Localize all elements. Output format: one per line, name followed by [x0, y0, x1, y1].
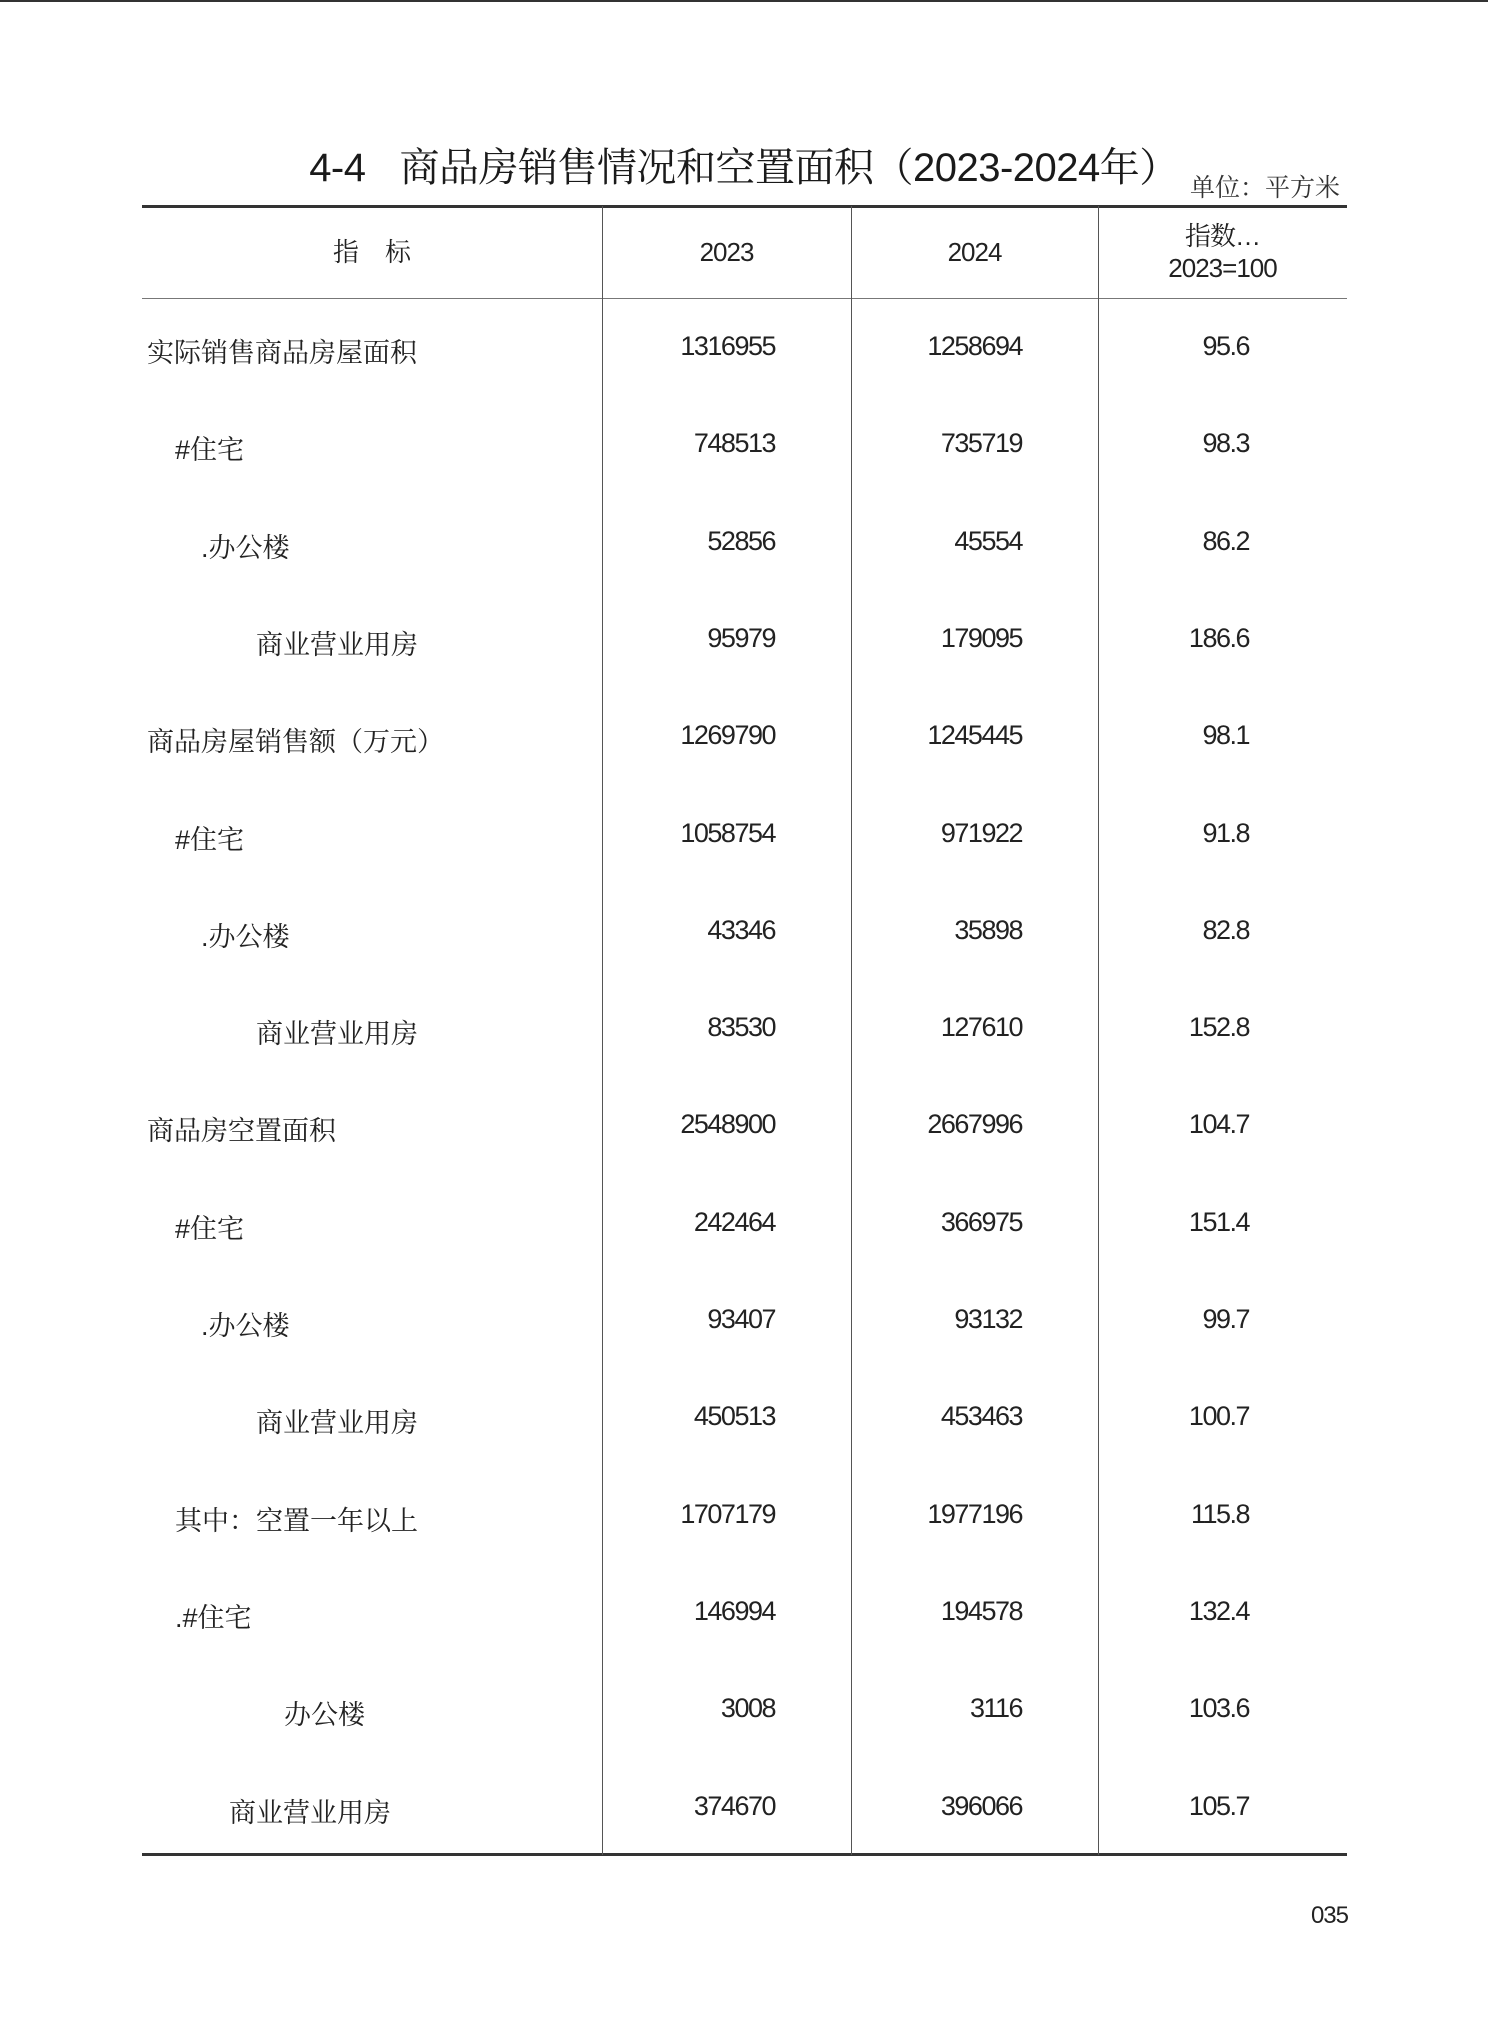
row-label: #住宅	[175, 435, 245, 466]
value-2024: 735719	[940, 428, 1022, 459]
row-label: 商品房空置面积	[147, 1116, 336, 1147]
table-row	[142, 1272, 1347, 1369]
header-2024: 2024	[947, 237, 1002, 267]
value-2024: 1977196	[927, 1498, 1022, 1529]
value-2023: 242464	[693, 1206, 775, 1237]
value-2024: 194578	[940, 1595, 1022, 1626]
row-label: #住宅	[175, 824, 245, 855]
table-number: 4-4	[309, 146, 366, 190]
header-indicator: 指 标	[332, 237, 411, 267]
header-index	[1098, 206, 1347, 298]
table-row	[142, 786, 1347, 883]
value-2023: 3008	[720, 1693, 775, 1724]
table-row	[142, 1175, 1347, 1272]
row-label: 商业营业用房	[256, 1019, 418, 1050]
table-row	[142, 1661, 1347, 1758]
table-title-text: 商品房销售情况和空置面积（2023-2024年）	[399, 146, 1179, 190]
unit-label: 单位：平方米	[1189, 174, 1340, 202]
index-value: 152.8	[1188, 1012, 1249, 1043]
value-2023: 43346	[707, 914, 775, 945]
header-index-line1: 指数…	[1184, 221, 1260, 251]
value-2023: 450513	[693, 1401, 775, 1432]
index-value: 115.8	[1190, 1498, 1249, 1529]
table-row	[142, 883, 1347, 980]
index-value: 132.4	[1188, 1595, 1249, 1626]
row-label: .办公楼	[201, 1311, 290, 1341]
index-value: 95.6	[1202, 331, 1249, 361]
row-label: 商业营业用房	[229, 1797, 391, 1828]
value-2024: 366975	[940, 1206, 1022, 1237]
value-2024: 2667996	[927, 1109, 1022, 1140]
value-2023: 83530	[707, 1012, 775, 1043]
value-2023: 93407	[707, 1304, 775, 1334]
value-2024: 3116	[969, 1693, 1022, 1724]
row-label: 商业营业用房	[256, 629, 418, 660]
table-row	[142, 1077, 1347, 1174]
index-value: 98.1	[1202, 720, 1249, 751]
row-label: #住宅	[175, 1213, 245, 1244]
value-2023: 1269790	[680, 720, 775, 751]
table-row	[142, 1759, 1347, 1856]
row-label: 商业营业用房	[256, 1408, 418, 1439]
row-label: 商品房屋销售额（万元）	[147, 727, 444, 758]
value-2024: 93132	[954, 1304, 1022, 1334]
value-2023: 374670	[693, 1790, 775, 1821]
value-2024: 127610	[940, 1012, 1022, 1043]
row-label: 办公楼	[284, 1700, 365, 1731]
page-number: 035	[1310, 1902, 1348, 1929]
index-value: 98.3	[1202, 428, 1249, 459]
index-value: 151.4	[1188, 1206, 1249, 1237]
index-value: 104.7	[1188, 1109, 1249, 1140]
index-value: 86.2	[1202, 525, 1249, 556]
header-2023: 2023	[699, 237, 754, 267]
value-2023: 52856	[707, 525, 775, 556]
value-2024: 45554	[954, 525, 1022, 556]
table-row	[142, 1467, 1347, 1564]
table-row	[142, 688, 1347, 785]
table-row	[142, 396, 1347, 493]
header-index-line2: 2023=100	[1168, 253, 1277, 283]
index-value: 100.7	[1188, 1401, 1249, 1432]
index-value: 82.8	[1202, 914, 1249, 945]
value-2024: 35898	[954, 914, 1022, 945]
index-value: 105.7	[1188, 1790, 1249, 1821]
value-2024: 1245445	[927, 720, 1022, 751]
value-2023: 2548900	[680, 1109, 775, 1140]
value-2024: 396066	[940, 1790, 1022, 1821]
table-row	[142, 591, 1347, 688]
table-row	[142, 980, 1347, 1077]
value-2023: 748513	[693, 428, 775, 459]
value-2024: 453463	[940, 1401, 1022, 1432]
row-label: 其中：空置一年以上	[175, 1505, 418, 1536]
value-2023: 146994	[693, 1595, 775, 1626]
row-label: 实际销售商品房屋面积	[147, 338, 417, 368]
value-2024: 971922	[940, 817, 1022, 848]
index-value: 186.6	[1188, 622, 1249, 653]
value-2024: 179095	[940, 622, 1022, 653]
table-row	[142, 494, 1347, 591]
table-row	[142, 1369, 1347, 1466]
value-2023: 95979	[707, 622, 775, 653]
value-2023: 1316955	[680, 331, 775, 361]
table-row	[142, 299, 1347, 396]
index-value: 103.6	[1188, 1693, 1249, 1724]
value-2024: 1258694	[927, 331, 1022, 361]
index-value: 91.8	[1202, 817, 1249, 848]
page-top-border	[0, 0, 1488, 2]
index-value: 99.7	[1202, 1304, 1249, 1334]
table-row	[142, 1564, 1347, 1661]
row-label: .办公楼	[201, 921, 290, 952]
row-label: .#住宅	[175, 1602, 252, 1633]
value-2023: 1707179	[680, 1498, 775, 1529]
value-2023: 1058754	[680, 817, 775, 848]
row-label: .办公楼	[201, 532, 290, 563]
